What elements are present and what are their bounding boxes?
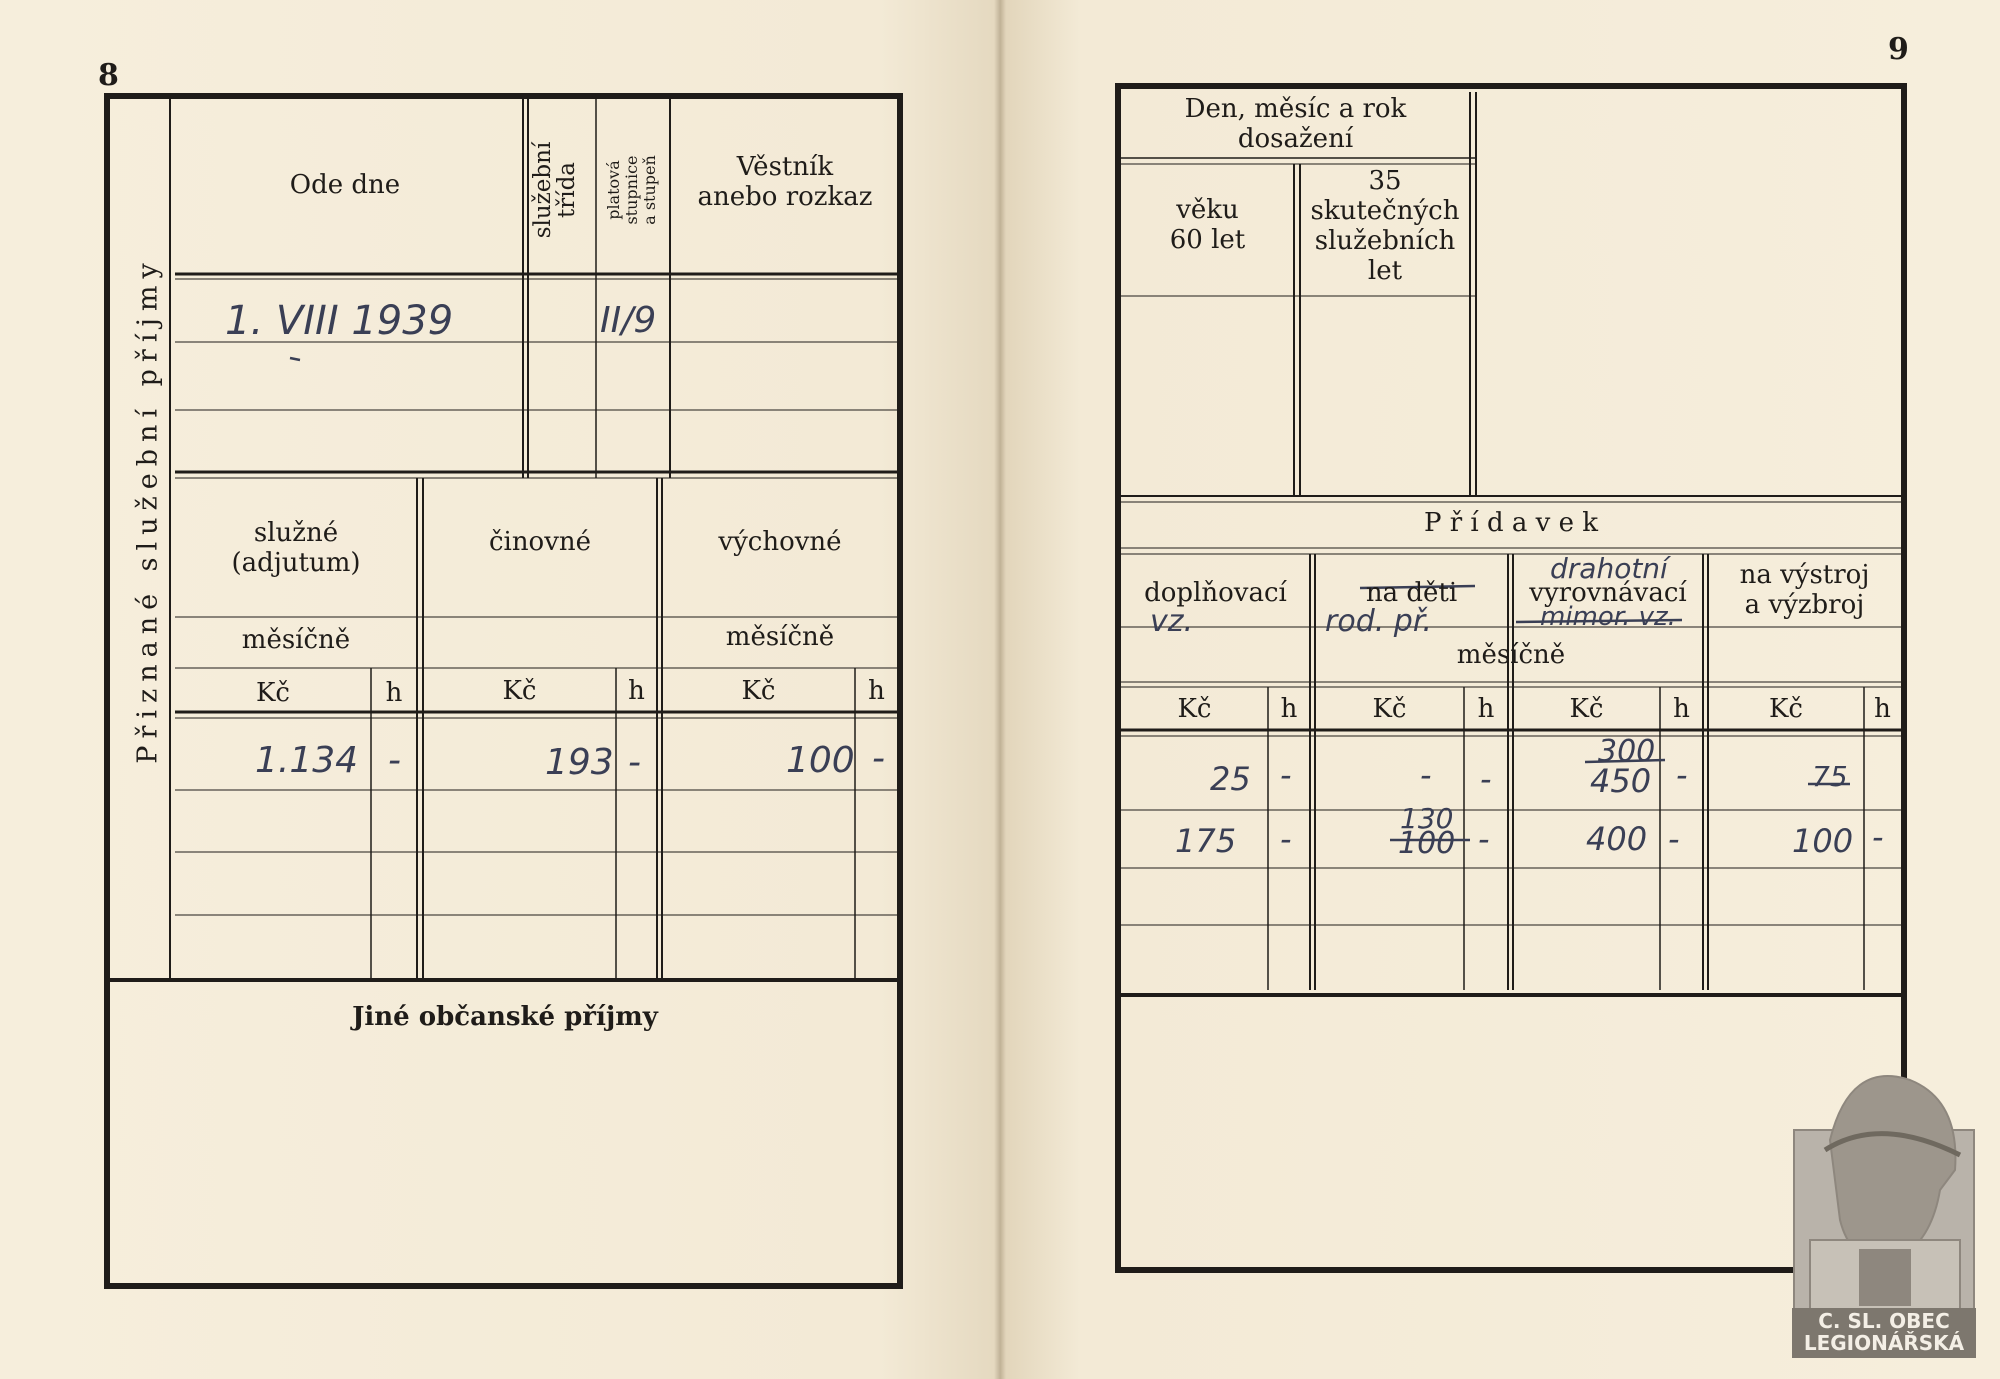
dash: - — [1872, 818, 1884, 856]
logo-line1: C. SL. — [1818, 1309, 1883, 1333]
header-cinovne: činovné — [488, 527, 592, 557]
dash: - — [1280, 756, 1292, 794]
note-vyrovnavaci-bottom: mimor. vz. — [1540, 602, 1676, 632]
legion-logo — [1790, 1060, 1978, 1360]
dash: - — [388, 740, 401, 781]
h-label: h — [868, 676, 885, 706]
row2-doplnovaci: 175 — [1175, 822, 1237, 860]
h-label: h — [385, 678, 403, 708]
col-na-vystroj: na výstroj a výzbroj — [1739, 560, 1870, 620]
h-label: h — [1477, 694, 1495, 724]
header-ode-dne: Ode dne — [289, 170, 401, 200]
row2-vyrovnavaci: 400 — [1586, 820, 1648, 858]
kc-label: Kč — [1372, 694, 1407, 724]
header-veku: věku 60 let — [1169, 195, 1246, 255]
header-sluzebnich-let: 35 skutečných služebních let — [1310, 166, 1460, 286]
h-label: h — [1874, 694, 1891, 724]
note-na-deti: rod. př. — [1325, 604, 1432, 639]
row1-na-vystroj: 75 — [1812, 760, 1848, 793]
header-den-mesic-rok: Den, měsíc a rok dosažení — [1184, 94, 1407, 154]
dash: - — [628, 742, 641, 783]
dash: - — [1480, 760, 1492, 798]
dash: - — [1478, 820, 1490, 858]
h-label: h — [1280, 694, 1298, 724]
header-mesicne-left-1: měsíčně — [241, 625, 351, 655]
header-mesicne-left-2: měsíčně — [725, 622, 835, 652]
header-mesicne-right: měsíčně — [1456, 640, 1566, 670]
note-doplnovaci: vz. — [1150, 604, 1194, 639]
kc-label: Kč — [256, 678, 290, 708]
row2-na-vystroj: 100 — [1792, 822, 1854, 860]
row1-vyrovnavaci-old: 300 — [1598, 734, 1656, 769]
dash: - — [1280, 820, 1292, 858]
logo-line3: LEGIONÁŘSKÁ — [1803, 1331, 1965, 1355]
dash: - — [872, 738, 885, 779]
other-income-heading: Jiné občanské příjmy — [352, 1002, 658, 1032]
amount-cinovne: 193 — [545, 742, 614, 783]
row2-na-deti: 100 — [1398, 826, 1456, 861]
row2-na-deti-new: 130 — [1400, 802, 1454, 835]
handwritten-date: 1. VIII 1939 — [225, 298, 454, 344]
dash: - — [1676, 756, 1688, 794]
header-sluzebni-trida: služební třída — [530, 141, 580, 239]
vertical-title-left: Přiznané služební příjmy — [132, 256, 164, 764]
h-label: h — [628, 676, 645, 706]
header-sluzne: služné (adjutum) — [231, 518, 361, 578]
kc-label: Kč — [1769, 694, 1803, 724]
h-label: h — [1673, 694, 1690, 724]
row1-vyrovnavaci: 450 — [1590, 762, 1652, 800]
handwritten-stupen: II/9 — [600, 300, 657, 341]
col-na-deti: na děti — [1365, 578, 1458, 608]
logo-line2: OBEC — [1889, 1309, 1950, 1333]
col-doplnovaci: doplňovací — [1144, 578, 1287, 608]
kc-label: Kč — [741, 676, 776, 706]
kc-label: Kč — [1177, 694, 1212, 724]
header-vestnik: Věstník anebo rozkaz — [697, 152, 873, 212]
kc-label: Kč — [1569, 694, 1604, 724]
row1-doplnovaci: 25 — [1210, 760, 1251, 798]
row1-na-deti: - — [1420, 756, 1432, 794]
header-vychovne: výchovné — [718, 527, 842, 557]
amount-vychovne: 100 — [786, 740, 855, 781]
pridavek-heading: P ř í d a v e k — [1423, 508, 1599, 538]
dash: - — [1668, 820, 1680, 858]
amount-sluzne: 1.134 — [255, 740, 359, 781]
page-number-left: 8 — [98, 58, 119, 93]
kc-label: Kč — [502, 676, 537, 706]
page-number-right: 9 — [1888, 32, 1909, 67]
note-vyrovnavaci-top: drahotní — [1550, 552, 1668, 585]
header-platova-stupnice: platová stupnice a stupeň — [604, 155, 659, 225]
col-vyrovnavaci: vyrovnávací — [1529, 578, 1687, 608]
